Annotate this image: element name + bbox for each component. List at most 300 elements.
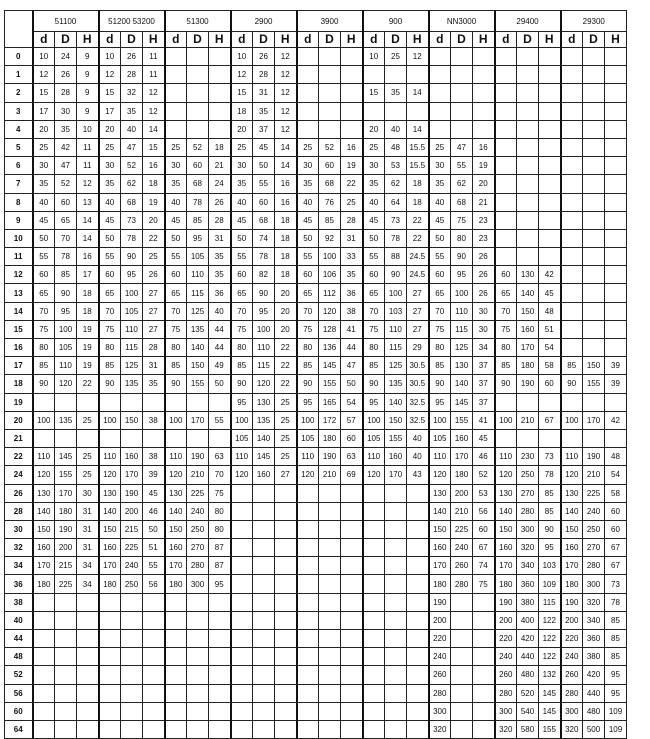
dimension-cell bbox=[55, 684, 77, 702]
dimension-cell: 85 bbox=[165, 357, 187, 375]
dimension-cell bbox=[561, 248, 583, 266]
dimension-cell bbox=[561, 102, 583, 120]
dimension-cell: 20 bbox=[275, 302, 297, 320]
dimension-cell: 45 bbox=[253, 138, 275, 156]
dimension-cell: 110 bbox=[99, 448, 121, 466]
dimension-cell bbox=[605, 320, 627, 338]
dimension-cell bbox=[451, 48, 473, 66]
dimension-cell bbox=[495, 102, 517, 120]
bore-code: 6 bbox=[5, 157, 33, 175]
dimension-cell bbox=[341, 66, 363, 84]
dimension-cell bbox=[583, 193, 605, 211]
dimension-cell: 155 bbox=[55, 466, 77, 484]
dimension-cell bbox=[385, 539, 407, 557]
dimension-cell bbox=[583, 429, 605, 447]
dimension-cell bbox=[341, 666, 363, 684]
dimension-cell bbox=[385, 648, 407, 666]
dimension-cell bbox=[605, 339, 627, 357]
dimension-cell: 80 bbox=[99, 339, 121, 357]
dimension-cell bbox=[561, 84, 583, 102]
dimension-cell bbox=[363, 611, 385, 629]
dimension-cell bbox=[407, 702, 429, 720]
dimension-cell: 42 bbox=[55, 138, 77, 156]
dimension-cell bbox=[473, 666, 495, 684]
dimension-cell bbox=[363, 648, 385, 666]
dimension-cell: 65 bbox=[363, 284, 385, 302]
dimension-cell bbox=[451, 684, 473, 702]
dimension-cell: 85 bbox=[605, 648, 627, 666]
dimension-cell bbox=[319, 539, 341, 557]
dimension-cell bbox=[99, 648, 121, 666]
table-row bbox=[5, 193, 627, 211]
dimension-cell: 12 bbox=[275, 84, 297, 102]
dimension-cell: 28 bbox=[209, 211, 231, 229]
dimension-cell: 140 bbox=[451, 375, 473, 393]
dimension-cell: 85 bbox=[297, 357, 319, 375]
dimension-cell: 580 bbox=[517, 720, 539, 738]
dimension-cell: 130 bbox=[429, 484, 451, 502]
dimension-cell: 16 bbox=[143, 157, 165, 175]
dimension-cell bbox=[539, 66, 561, 84]
dimension-cell: 280 bbox=[583, 557, 605, 575]
dimension-cell bbox=[187, 393, 209, 411]
dimension-cell bbox=[187, 666, 209, 684]
dimension-cell: 120 bbox=[319, 302, 341, 320]
dimension-cell: 220 bbox=[561, 630, 583, 648]
dimension-cell bbox=[561, 193, 583, 211]
dimension-cell: 70 bbox=[429, 302, 451, 320]
dimension-cell bbox=[605, 102, 627, 120]
dimension-cell: 225 bbox=[451, 520, 473, 538]
dimension-cell bbox=[539, 138, 561, 156]
dimension-cell bbox=[319, 648, 341, 666]
dimension-cell: 52 bbox=[121, 157, 143, 175]
series-header-row bbox=[5, 11, 627, 32]
dimension-cell: 10 bbox=[33, 48, 55, 66]
bore-code: 20 bbox=[5, 411, 33, 429]
table-row bbox=[5, 357, 627, 375]
dimension-cell bbox=[605, 393, 627, 411]
dimension-cell bbox=[583, 302, 605, 320]
dimension-cell: 25 bbox=[143, 248, 165, 266]
dimension-cell bbox=[209, 102, 231, 120]
table-row bbox=[5, 429, 627, 447]
dimension-cell: 39 bbox=[605, 357, 627, 375]
dimension-cell: 75 bbox=[231, 320, 253, 338]
dimension-cell: 155 bbox=[187, 375, 209, 393]
dimension-cell: 190 bbox=[55, 520, 77, 538]
dimension-cell: 70 bbox=[33, 302, 55, 320]
dimension-cell: 22 bbox=[275, 375, 297, 393]
dimension-cell bbox=[363, 630, 385, 648]
dimension-cell bbox=[187, 66, 209, 84]
bore-code: 11 bbox=[5, 248, 33, 266]
dimension-cell: 24 bbox=[55, 48, 77, 66]
dimension-cell: 60 bbox=[319, 157, 341, 175]
dimension-cell: 45 bbox=[165, 211, 187, 229]
dimension-cell: 55 bbox=[165, 248, 187, 266]
dimension-cell: 90 bbox=[33, 375, 55, 393]
dimension-cell bbox=[297, 575, 319, 593]
dimension-cell: 16 bbox=[473, 138, 495, 156]
dimension-cell: 28 bbox=[253, 66, 275, 84]
dimension-cell bbox=[99, 684, 121, 702]
dimension-cell bbox=[187, 120, 209, 138]
dimension-cell: 140 bbox=[429, 502, 451, 520]
dimension-cell bbox=[121, 720, 143, 738]
dimension-cell: 18 bbox=[209, 138, 231, 156]
dimension-cell: 150 bbox=[99, 520, 121, 538]
dimension-cell: 320 bbox=[583, 593, 605, 611]
table-row bbox=[5, 157, 627, 175]
dimension-cell bbox=[231, 557, 253, 575]
dimension-cell bbox=[583, 248, 605, 266]
dimension-cell: 160 bbox=[165, 539, 187, 557]
dimension-cell bbox=[539, 229, 561, 247]
column-header-d: D bbox=[583, 32, 605, 48]
dimension-cell: 80 bbox=[33, 339, 55, 357]
dimension-cell bbox=[583, 339, 605, 357]
dimension-cell: 16 bbox=[77, 248, 99, 266]
dimension-cell: 180 bbox=[451, 466, 473, 484]
dimension-cell: 32.5 bbox=[407, 393, 429, 411]
dimension-cell bbox=[341, 102, 363, 120]
dimension-cell: 75 bbox=[363, 320, 385, 338]
dimension-cell bbox=[539, 429, 561, 447]
dimension-cell: 225 bbox=[55, 575, 77, 593]
dimension-cell: 19 bbox=[77, 339, 99, 357]
dimension-cell: 37 bbox=[253, 120, 275, 138]
dimension-cell: 16 bbox=[275, 193, 297, 211]
dimension-cell: 26 bbox=[55, 66, 77, 84]
column-header-h: H bbox=[407, 32, 429, 48]
dimension-cell: 65 bbox=[55, 211, 77, 229]
dimension-cell: 22 bbox=[341, 175, 363, 193]
table-row bbox=[5, 102, 627, 120]
dimension-cell: 15 bbox=[143, 138, 165, 156]
dimension-cell: 340 bbox=[517, 557, 539, 575]
dimension-cell bbox=[231, 630, 253, 648]
dimension-cell bbox=[253, 502, 275, 520]
dimension-cell bbox=[143, 630, 165, 648]
column-header-d: d bbox=[33, 32, 55, 48]
dimension-cell: 68 bbox=[451, 193, 473, 211]
dimension-cell bbox=[209, 720, 231, 738]
dimension-cell bbox=[253, 630, 275, 648]
dimension-cell: 109 bbox=[605, 720, 627, 738]
bore-code: 44 bbox=[5, 630, 33, 648]
dimension-cell: 28 bbox=[143, 339, 165, 357]
dimension-cell bbox=[319, 120, 341, 138]
dimension-cell: 320 bbox=[429, 720, 451, 738]
column-header-d: D bbox=[121, 32, 143, 48]
dimension-cell bbox=[165, 429, 187, 447]
bore-code: 3 bbox=[5, 102, 33, 120]
dimension-cell: 80 bbox=[209, 520, 231, 538]
dimension-cell bbox=[275, 630, 297, 648]
dimension-cell: 52 bbox=[55, 175, 77, 193]
table-row bbox=[5, 120, 627, 138]
dimension-cell: 50 bbox=[363, 229, 385, 247]
dimension-cell bbox=[605, 193, 627, 211]
dimension-cell: 47 bbox=[451, 138, 473, 156]
bore-code: 17 bbox=[5, 357, 33, 375]
dimension-cell bbox=[121, 630, 143, 648]
dimension-cell bbox=[561, 138, 583, 156]
dimension-cell bbox=[407, 684, 429, 702]
series-header: NN3000 bbox=[429, 11, 495, 32]
dimension-cell: 100 bbox=[363, 411, 385, 429]
dimension-cell bbox=[165, 720, 187, 738]
dimension-cell: 75 bbox=[209, 484, 231, 502]
dimension-cell: 31 bbox=[77, 520, 99, 538]
dimension-cell: 145 bbox=[253, 448, 275, 466]
dimension-cell: 27 bbox=[143, 284, 165, 302]
dimension-cell bbox=[319, 684, 341, 702]
dimension-cell: 70 bbox=[55, 229, 77, 247]
dimension-cell bbox=[297, 120, 319, 138]
dimension-cell bbox=[99, 611, 121, 629]
dimension-cell: 60 bbox=[165, 266, 187, 284]
dimension-cell: 35 bbox=[253, 102, 275, 120]
dimension-cell bbox=[341, 520, 363, 538]
table-row bbox=[5, 484, 627, 502]
dimension-cell: 50 bbox=[33, 229, 55, 247]
dimension-cell bbox=[253, 684, 275, 702]
bore-code: 34 bbox=[5, 557, 33, 575]
dimension-cell: 17 bbox=[33, 102, 55, 120]
dimension-cell bbox=[539, 157, 561, 175]
dimension-cell: 115 bbox=[385, 339, 407, 357]
dimension-cell: 120 bbox=[561, 466, 583, 484]
bore-code: 26 bbox=[5, 484, 33, 502]
dimension-cell bbox=[385, 502, 407, 520]
dimension-cell bbox=[297, 84, 319, 102]
dimension-cell bbox=[55, 702, 77, 720]
dimension-cell: 95 bbox=[363, 393, 385, 411]
dimension-cell: 62 bbox=[121, 175, 143, 193]
dimension-cell bbox=[209, 393, 231, 411]
dimension-cell: 65 bbox=[231, 284, 253, 302]
dimension-cell: 112 bbox=[319, 284, 341, 302]
dimension-cell: 70 bbox=[209, 466, 231, 484]
corner-cell bbox=[5, 11, 33, 48]
dimension-cell bbox=[253, 575, 275, 593]
dimension-cell: 32.5 bbox=[407, 411, 429, 429]
dimension-cell: 30 bbox=[429, 157, 451, 175]
dimension-cell: 170 bbox=[33, 557, 55, 575]
dimension-cell: 100 bbox=[385, 284, 407, 302]
dimension-cell: 46 bbox=[143, 502, 165, 520]
dimension-cell: 300 bbox=[517, 520, 539, 538]
dimension-cell: 12 bbox=[275, 102, 297, 120]
dimension-cell: 30 bbox=[99, 157, 121, 175]
column-header-d: D bbox=[319, 32, 341, 48]
dimension-cell: 22 bbox=[275, 339, 297, 357]
dimension-cell bbox=[495, 429, 517, 447]
dimension-cell bbox=[363, 720, 385, 738]
dimension-cell: 40 bbox=[121, 120, 143, 138]
dimension-cell bbox=[253, 557, 275, 575]
dimension-cell: 54 bbox=[341, 393, 363, 411]
dimension-cell: 120 bbox=[363, 466, 385, 484]
dimension-cell bbox=[407, 539, 429, 557]
dimension-cell: 120 bbox=[429, 466, 451, 484]
dimension-cell: 45 bbox=[99, 211, 121, 229]
dimension-cell: 14 bbox=[275, 157, 297, 175]
dimension-cell: 14 bbox=[275, 138, 297, 156]
dimension-cell: 60 bbox=[231, 266, 253, 284]
dimension-cell: 103 bbox=[385, 302, 407, 320]
dimension-cell bbox=[605, 302, 627, 320]
dimension-cell: 31 bbox=[209, 229, 231, 247]
table-row bbox=[5, 211, 627, 229]
column-header-d: d bbox=[297, 32, 319, 48]
dimension-cell: 155 bbox=[539, 720, 561, 738]
dimension-cell: 90 bbox=[539, 520, 561, 538]
dimension-cell: 240 bbox=[429, 648, 451, 666]
bore-code: 18 bbox=[5, 375, 33, 393]
dimension-cell: 25 bbox=[429, 138, 451, 156]
dimension-cell: 50 bbox=[253, 157, 275, 175]
bearing-dimension-table bbox=[4, 10, 627, 739]
table-row bbox=[5, 720, 627, 738]
dimension-cell: 12 bbox=[407, 48, 429, 66]
dimension-cell: 95 bbox=[253, 302, 275, 320]
dimension-cell: 130 bbox=[165, 484, 187, 502]
dimension-cell: 280 bbox=[187, 557, 209, 575]
dimension-cell: 25 bbox=[99, 138, 121, 156]
dimension-cell: 105 bbox=[363, 429, 385, 447]
dimension-cell bbox=[363, 575, 385, 593]
dimension-cell bbox=[407, 502, 429, 520]
dimension-cell bbox=[165, 684, 187, 702]
dimension-cell: 20 bbox=[275, 284, 297, 302]
dimension-cell: 55 bbox=[33, 248, 55, 266]
bore-code: 9 bbox=[5, 211, 33, 229]
dimension-cell bbox=[165, 102, 187, 120]
dimension-cell: 35 bbox=[209, 248, 231, 266]
dimension-cell bbox=[319, 484, 341, 502]
dimension-cell bbox=[297, 102, 319, 120]
series-header: 51300 bbox=[165, 11, 231, 32]
table-row bbox=[5, 266, 627, 284]
dimension-cell bbox=[99, 393, 121, 411]
dimension-cell: 37 bbox=[473, 393, 495, 411]
dimension-cell: 50 bbox=[143, 520, 165, 538]
dimension-cell: 48 bbox=[605, 448, 627, 466]
dimension-cell: 90 bbox=[495, 375, 517, 393]
dimension-cell: 110 bbox=[55, 357, 77, 375]
dimension-cell bbox=[253, 539, 275, 557]
dimension-cell: 14 bbox=[143, 120, 165, 138]
dimension-cell: 190 bbox=[495, 593, 517, 611]
dimension-cell bbox=[77, 684, 99, 702]
dimension-cell: 35 bbox=[33, 175, 55, 193]
dimension-cell bbox=[561, 120, 583, 138]
dimension-cell: 27 bbox=[143, 302, 165, 320]
dimension-cell: 68 bbox=[253, 211, 275, 229]
dimension-cell bbox=[143, 611, 165, 629]
dimension-cell bbox=[385, 720, 407, 738]
dimension-cell: 200 bbox=[429, 611, 451, 629]
dimension-cell: 21 bbox=[209, 157, 231, 175]
dimension-cell bbox=[319, 557, 341, 575]
dimension-cell bbox=[187, 648, 209, 666]
dimension-cell bbox=[605, 266, 627, 284]
dimension-cell: 60 bbox=[187, 157, 209, 175]
dimension-cell: 280 bbox=[561, 684, 583, 702]
dimension-cell: 30 bbox=[473, 320, 495, 338]
dimension-cell: 150 bbox=[187, 357, 209, 375]
dimension-cell bbox=[77, 593, 99, 611]
dimension-cell bbox=[209, 666, 231, 684]
dimension-cell: 125 bbox=[385, 357, 407, 375]
dimension-cell bbox=[55, 611, 77, 629]
dimension-cell bbox=[451, 84, 473, 102]
bore-code: 13 bbox=[5, 284, 33, 302]
dimension-cell: 95 bbox=[209, 575, 231, 593]
dimension-cell bbox=[605, 429, 627, 447]
dimension-cell: 62 bbox=[385, 175, 407, 193]
dimension-cell bbox=[561, 66, 583, 84]
dimension-cell: 22 bbox=[275, 357, 297, 375]
dimension-cell: 26 bbox=[253, 48, 275, 66]
dimension-cell: 170 bbox=[187, 411, 209, 429]
dimension-cell: 130 bbox=[253, 393, 275, 411]
dimension-cell bbox=[297, 684, 319, 702]
dimension-cell bbox=[253, 666, 275, 684]
dimension-cell: 67 bbox=[473, 539, 495, 557]
dimension-cell bbox=[187, 684, 209, 702]
dimension-cell: 18 bbox=[407, 193, 429, 211]
table-row bbox=[5, 520, 627, 538]
dimension-cell: 39 bbox=[143, 466, 165, 484]
dimension-cell: 90 bbox=[385, 266, 407, 284]
dimension-cell bbox=[561, 284, 583, 302]
dimension-cell bbox=[495, 211, 517, 229]
dimension-cell: 165 bbox=[319, 393, 341, 411]
bore-code: 48 bbox=[5, 648, 33, 666]
dimension-cell: 115 bbox=[451, 320, 473, 338]
dimension-cell: 135 bbox=[121, 375, 143, 393]
dimension-cell: 42 bbox=[605, 411, 627, 429]
dimension-cell: 70 bbox=[363, 302, 385, 320]
dimension-cell: 190 bbox=[583, 448, 605, 466]
dimension-cell: 480 bbox=[517, 666, 539, 684]
dimension-cell: 120 bbox=[99, 466, 121, 484]
dimension-cell bbox=[341, 611, 363, 629]
dimension-cell: 420 bbox=[517, 630, 539, 648]
dimension-cell: 69 bbox=[341, 466, 363, 484]
dimension-cell bbox=[517, 393, 539, 411]
dimension-cell bbox=[275, 684, 297, 702]
dimension-cell: 85 bbox=[495, 357, 517, 375]
bore-code: 36 bbox=[5, 575, 33, 593]
dimension-cell: 25 bbox=[275, 429, 297, 447]
dimension-cell bbox=[319, 520, 341, 538]
dimension-cell bbox=[539, 211, 561, 229]
dimension-cell: 25 bbox=[33, 138, 55, 156]
dimension-cell: 180 bbox=[55, 502, 77, 520]
dimension-cell: 210 bbox=[451, 502, 473, 520]
dimension-cell bbox=[297, 630, 319, 648]
dimension-cell: 54 bbox=[605, 466, 627, 484]
dimension-cell bbox=[429, 120, 451, 138]
dimension-cell bbox=[341, 557, 363, 575]
dimension-cell: 53 bbox=[385, 157, 407, 175]
dimension-cell bbox=[561, 229, 583, 247]
